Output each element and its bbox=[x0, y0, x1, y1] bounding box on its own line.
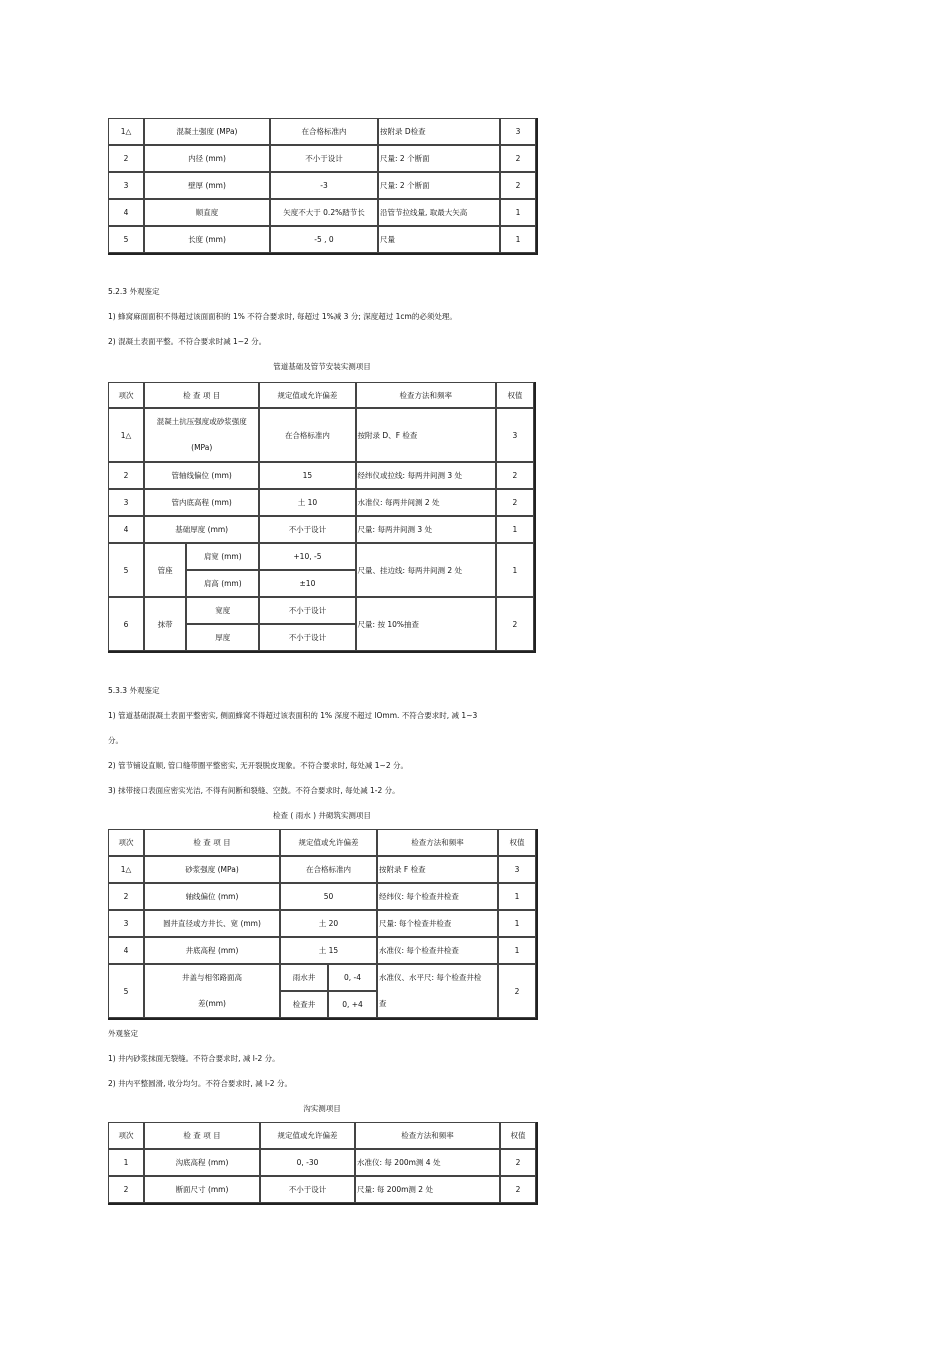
header-method: 检查方法和频率 bbox=[355, 1122, 500, 1149]
cell-subitem: 肩高 (mm) bbox=[186, 570, 259, 597]
cell-spec: ±10 bbox=[259, 570, 355, 597]
table-row bbox=[108, 172, 536, 199]
header-spec: 规定值或允许偏差 bbox=[280, 829, 377, 856]
cell-item: 顺直度 bbox=[144, 199, 270, 226]
cell-method: 按附录 D检查 bbox=[378, 118, 500, 145]
table-row bbox=[108, 856, 536, 883]
paragraph: 2) 混凝土表面平整。不符合要求时减 1~2 分。 bbox=[108, 337, 267, 346]
paragraph: 2) 井内平整圆滑, 收分均匀。不符合要求时, 减 l-2 分。 bbox=[108, 1079, 292, 1088]
cell-method: 尺量: 每两井间测 3 处 bbox=[356, 516, 496, 543]
cell-item-line1: 井盖与相邻路面高 bbox=[182, 973, 242, 982]
cell-method: 尺量: 2 个断面 bbox=[378, 172, 500, 199]
table-caption: 沟实测项目 bbox=[303, 1104, 341, 1113]
cell-spec: +10, -5 bbox=[259, 543, 355, 570]
table-row bbox=[108, 145, 536, 172]
table-row bbox=[108, 462, 534, 489]
paragraph: 3) 抹带接口表面应密实光洁, 不得有间断和裂缝、空鼓。不符合要求时, 每处减 1-2 分。 bbox=[108, 786, 400, 795]
table-row bbox=[108, 597, 534, 624]
cell-method: 按附录 D、F 检查 bbox=[356, 408, 496, 462]
cell-weight: 3 bbox=[496, 408, 534, 462]
cell-weight: 3 bbox=[500, 118, 536, 145]
cell-no: 3 bbox=[108, 910, 144, 937]
cell-method: 尺量 bbox=[378, 226, 500, 253]
table-caption: 管道基础及管节安装实测项目 bbox=[273, 362, 371, 371]
header-weight: 权值 bbox=[498, 829, 536, 856]
cell-item: 轴线偏位 (mm) bbox=[144, 883, 280, 910]
cell-no: 5 bbox=[108, 543, 144, 597]
cell-item bbox=[144, 408, 259, 462]
paragraph: 1) 井内砂浆抹面无裂缝。不符合要求时, 减 l-2 分。 bbox=[108, 1054, 280, 1063]
cell-subitem: 肩宽 (mm) bbox=[186, 543, 259, 570]
cell-subitem: 厚度 bbox=[186, 624, 259, 651]
table-row bbox=[108, 910, 536, 937]
cell-no: 5 bbox=[108, 964, 144, 1018]
cell-method: 水准仪: 每 200m测 4 处 bbox=[355, 1149, 500, 1176]
table-row bbox=[108, 226, 536, 253]
table-pipe-foundation bbox=[108, 382, 536, 653]
cell-weight: 1 bbox=[498, 937, 536, 964]
cell-item-line2: 差(mm) bbox=[198, 999, 226, 1008]
cell-item-line2: (MPa) bbox=[191, 443, 213, 452]
header-spec: 规定值或允许偏差 bbox=[259, 382, 355, 408]
header-spec: 规定值或允许偏差 bbox=[260, 1122, 355, 1149]
cell-no: 1△ bbox=[108, 856, 144, 883]
cell-spec: 土 20 bbox=[280, 910, 377, 937]
cell-weight: 2 bbox=[500, 1176, 536, 1203]
cell-no: 2 bbox=[108, 145, 144, 172]
cell-spec: -5 , 0 bbox=[270, 226, 378, 253]
section-heading: 5.2.3 外观鉴定 bbox=[108, 287, 160, 296]
header-weight: 权值 bbox=[500, 1122, 536, 1149]
table-concrete-pipe bbox=[108, 118, 536, 255]
cell-method-line1: 水准仪、水平尺: 每个检查井检 bbox=[379, 973, 482, 982]
table-ditch bbox=[108, 1122, 536, 1205]
cell-method: 沿管节拉线量, 取最大矢高 bbox=[378, 199, 500, 226]
cell-no: 5 bbox=[108, 226, 144, 253]
cell-no: 3 bbox=[108, 172, 144, 199]
cell-method: 尺量、挂边线: 每两井间测 2 处 bbox=[356, 543, 496, 597]
cell-weight: 1 bbox=[496, 543, 534, 597]
cell-method: 经纬仪: 每个检查井检查 bbox=[377, 883, 498, 910]
table-row bbox=[108, 883, 536, 910]
header-item: 检 查 项 目 bbox=[144, 382, 259, 408]
cell-spec: 土 15 bbox=[280, 937, 377, 964]
cell-item: 壁厚 (mm) bbox=[144, 172, 270, 199]
cell-method: 经纬仪或拉线: 每两井间测 3 处 bbox=[356, 462, 496, 489]
cell-spec: 0, -30 bbox=[260, 1149, 355, 1176]
cell-spec: 0, +4 bbox=[328, 991, 377, 1018]
cell-no: 1 bbox=[108, 1149, 144, 1176]
cell-subitem: 检查井 bbox=[280, 991, 328, 1018]
table-caption: 检查 ( 雨水 ) 井砌筑实测项目 bbox=[273, 811, 371, 820]
table-row bbox=[108, 489, 534, 516]
paragraph: 分。 bbox=[108, 736, 123, 745]
cell-item: 沟底高程 (mm) bbox=[144, 1149, 260, 1176]
cell-spec: -3 bbox=[270, 172, 378, 199]
cell-no: 1△ bbox=[108, 118, 144, 145]
cell-subitem: 雨水井 bbox=[280, 964, 328, 991]
paragraph: 1) 蜂窝麻面面积不得超过该面面积的 1% 不符合要求时, 每超过 1%减 3 分; 深度超过 1cm的必须处理。 bbox=[108, 312, 457, 321]
cell-weight: 1 bbox=[500, 199, 536, 226]
cell-spec: 不小于设计 bbox=[259, 624, 355, 651]
cell-method: 尺量: 按 10%抽查 bbox=[356, 597, 496, 651]
cell-method: 水准仪: 每两井间测 2 处 bbox=[356, 489, 496, 516]
cell-weight: 1 bbox=[498, 910, 536, 937]
cell-spec: 15 bbox=[259, 462, 355, 489]
table-row bbox=[108, 937, 536, 964]
cell-item-line1: 混凝土抗压强度或砂浆强度 bbox=[156, 417, 247, 426]
cell-no: 1△ bbox=[108, 408, 144, 462]
cell-item: 断面尺寸 (mm) bbox=[144, 1176, 260, 1203]
cell-method: 尺量: 每个检查井检查 bbox=[377, 910, 498, 937]
cell-item: 管内底高程 (mm) bbox=[144, 489, 259, 516]
cell-spec: 在合格标准内 bbox=[280, 856, 377, 883]
cell-spec: 50 bbox=[280, 883, 377, 910]
cell-item: 砂浆强度 (MPa) bbox=[144, 856, 280, 883]
cell-no: 2 bbox=[108, 462, 144, 489]
cell-item: 混凝土强度 (MPa) bbox=[144, 118, 270, 145]
cell-method-line2: 查 bbox=[379, 999, 387, 1008]
cell-item: 圆井直径或方井长、宽 (mm) bbox=[144, 910, 280, 937]
cell-weight: 2 bbox=[496, 489, 534, 516]
header-weight: 权值 bbox=[496, 382, 534, 408]
table-header-row bbox=[108, 1122, 536, 1149]
section-heading: 外观鉴定 bbox=[108, 1029, 138, 1038]
table-header-row bbox=[108, 382, 534, 408]
cell-weight: 2 bbox=[496, 462, 534, 489]
table-row bbox=[108, 543, 534, 570]
cell-weight: 2 bbox=[500, 1149, 536, 1176]
paragraph: 2) 管节铺设直顺, 管口缝带圈平整密实, 无开裂脱皮现象。不符合要求时, 每处减 1~2 分。 bbox=[108, 761, 408, 770]
cell-item: 抹带 bbox=[144, 597, 186, 651]
header-method: 检查方法和频率 bbox=[377, 829, 498, 856]
table-row bbox=[108, 118, 536, 145]
table-header-row bbox=[108, 829, 536, 856]
section-heading: 5.3.3 外观鉴定 bbox=[108, 686, 160, 695]
cell-method bbox=[377, 964, 498, 1018]
cell-no: 4 bbox=[108, 199, 144, 226]
cell-weight: 2 bbox=[500, 172, 536, 199]
paragraph: 1) 管道基础混凝土表面平整密实, 侧面蜂窝不得超过该表面积的 1% 深度不超过 lOmm. 不符合要求时, 减 1~3 bbox=[108, 711, 478, 720]
cell-weight: 2 bbox=[496, 597, 534, 651]
cell-weight: 1 bbox=[496, 516, 534, 543]
cell-weight: 2 bbox=[500, 145, 536, 172]
cell-no: 6 bbox=[108, 597, 144, 651]
cell-weight: 1 bbox=[500, 226, 536, 253]
cell-item bbox=[144, 964, 280, 1018]
table-row bbox=[108, 964, 536, 991]
cell-spec: 不小于设计 bbox=[259, 516, 355, 543]
cell-method: 按附录 F 检查 bbox=[377, 856, 498, 883]
cell-no: 2 bbox=[108, 1176, 144, 1203]
cell-spec: 矢度不大于 0.2%踏节长 bbox=[270, 199, 378, 226]
cell-spec: 不小于设计 bbox=[270, 145, 378, 172]
cell-item: 基础厚度 (mm) bbox=[144, 516, 259, 543]
cell-subitem: 宽度 bbox=[186, 597, 259, 624]
header-no: 项次 bbox=[108, 382, 144, 408]
table-row bbox=[108, 408, 534, 462]
cell-method: 水准仪: 每个检查井检查 bbox=[377, 937, 498, 964]
table-row bbox=[108, 1176, 536, 1203]
cell-spec: 在合格标准内 bbox=[270, 118, 378, 145]
cell-no: 4 bbox=[108, 516, 144, 543]
cell-spec: 土 10 bbox=[259, 489, 355, 516]
cell-weight: 3 bbox=[498, 856, 536, 883]
cell-spec: 不小于设计 bbox=[259, 597, 355, 624]
cell-item: 管轴线偏位 (mm) bbox=[144, 462, 259, 489]
header-item: 检 查 项 目 bbox=[144, 829, 280, 856]
header-item: 检 查 项 目 bbox=[144, 1122, 260, 1149]
cell-spec: 0, -4 bbox=[328, 964, 377, 991]
cell-no: 3 bbox=[108, 489, 144, 516]
cell-method: 尺量: 每 200m测 2 处 bbox=[355, 1176, 500, 1203]
header-no: 项次 bbox=[108, 1122, 144, 1149]
cell-method: 尺量: 2 个断面 bbox=[378, 145, 500, 172]
cell-item: 管座 bbox=[144, 543, 186, 597]
cell-weight: 1 bbox=[498, 883, 536, 910]
cell-weight: 2 bbox=[498, 964, 536, 1018]
cell-no: 4 bbox=[108, 937, 144, 964]
table-row bbox=[108, 516, 534, 543]
table-inspection-well bbox=[108, 829, 536, 1020]
cell-spec: 不小于设计 bbox=[260, 1176, 355, 1203]
cell-spec: 在合格标准内 bbox=[259, 408, 355, 462]
header-no: 项次 bbox=[108, 829, 144, 856]
cell-item: 井底高程 (mm) bbox=[144, 937, 280, 964]
table-row bbox=[108, 199, 536, 226]
cell-item: 内径 (mm) bbox=[144, 145, 270, 172]
cell-item: 长度 (mm) bbox=[144, 226, 270, 253]
table-row bbox=[108, 1149, 536, 1176]
header-method: 检查方法和频率 bbox=[356, 382, 496, 408]
cell-no: 2 bbox=[108, 883, 144, 910]
